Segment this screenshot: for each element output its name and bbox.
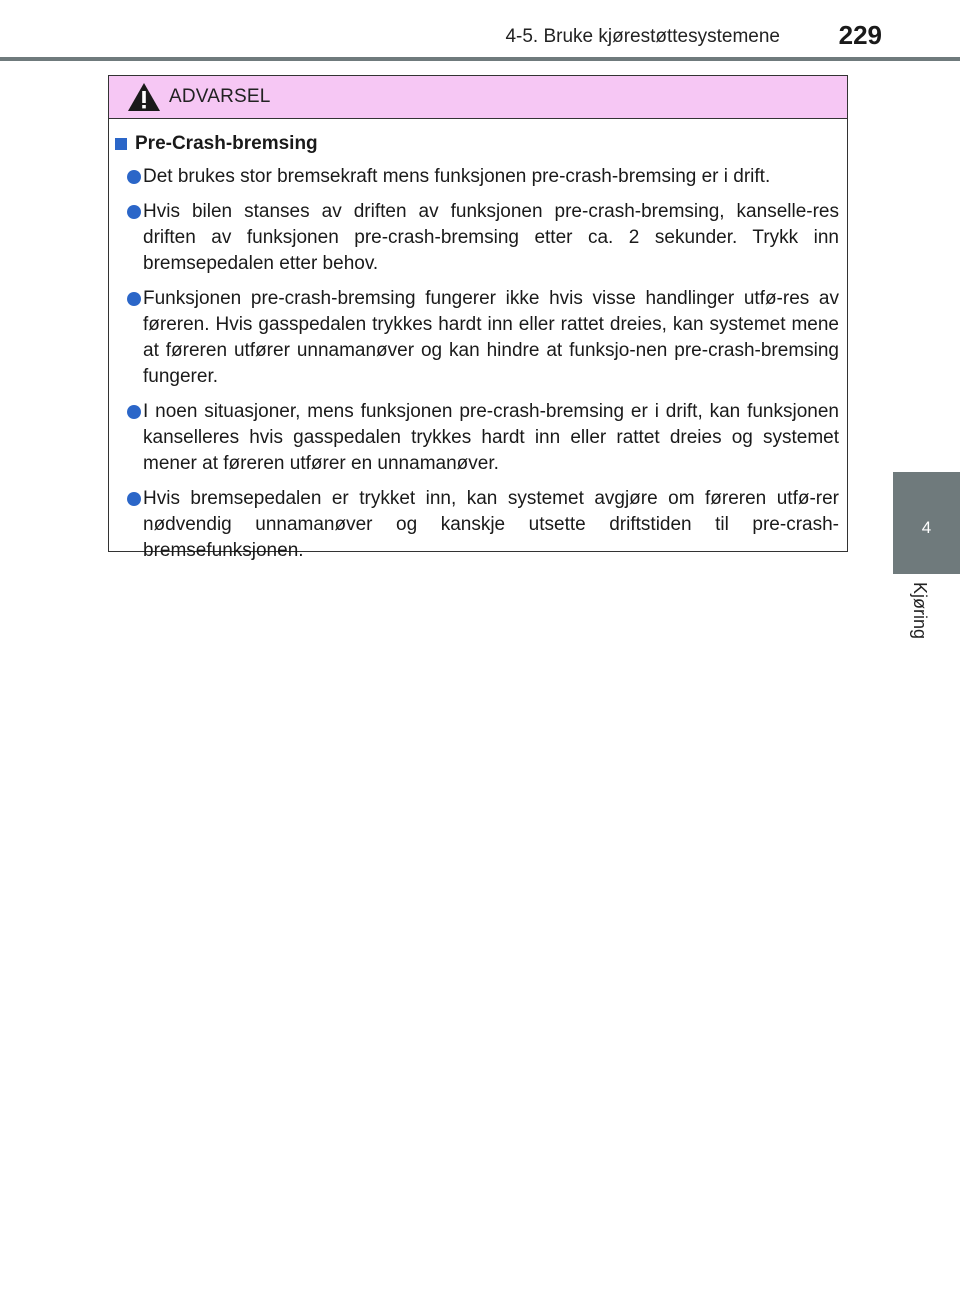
- bullet-text: Det brukes stor bremsekraft mens funksjonen pre-crash-bremsing er i drift.: [143, 166, 771, 187]
- section-title: 4-5. Bruke kjørestøttesystemene: [505, 26, 780, 47]
- header-divider: [0, 57, 960, 61]
- chapter-label: [906, 582, 946, 702]
- warning-title: ADVARSEL: [169, 86, 271, 107]
- section-heading: [115, 133, 839, 155]
- bullet-dot-icon: [127, 205, 141, 219]
- warning-header: [109, 76, 847, 119]
- square-bullet-icon: [115, 138, 127, 150]
- warning-triangle-icon: [127, 82, 161, 112]
- page-number: 229: [838, 20, 882, 50]
- bullet-item: [115, 199, 839, 277]
- bullet-dot-icon: [127, 170, 141, 184]
- bullet-item: [115, 164, 839, 190]
- bullet-dot-icon: [127, 492, 141, 506]
- warning-box: [108, 75, 848, 561]
- bullet-text: Hvis bremsepedalen er trykket inn, kan systemet avgjøre om føreren utfø-rer nødvendig unnamanøver og kanskje utsette driftstiden til pre-crash-bremsefunksjonen.: [143, 488, 839, 561]
- bullet-text: Hvis bilen stanses av driften av funksjonen pre-crash-bremsing, kanselle-res driften av funksjonen pre-crash-bremsing etter ca. 2 sekunder. Trykk inn bremsepedalen etter behov.: [143, 201, 839, 274]
- page-header: [0, 0, 960, 62]
- bullet-text: I noen situasjoner, mens funksjonen pre-crash-bremsing er i drift, kan funksjonen kanselleres hvis gasspedalen trykkes hardt inn eller rattet dreies og systemet mener at føreren utfører en unnamanøver.: [143, 401, 839, 474]
- warning-body: [109, 119, 847, 564]
- bullet-item: [115, 486, 839, 564]
- bullet-text: Funksjonen pre-crash-bremsing fungerer ikke hvis visse handlinger utfø-res av føreren. Hvis gasspedalen trykkes hardt inn eller rattet dreies, kan systemet mene at føreren utfører unnamanøver og kan hindre at funksjo-nen pre-crash-bremsing fungerer.: [143, 288, 839, 387]
- bullet-item: [115, 399, 839, 477]
- bullet-dot-icon: [127, 292, 141, 306]
- bullet-item: [115, 286, 839, 390]
- chapter-label-text: Kjøring: [910, 582, 930, 640]
- bullet-dot-icon: [127, 405, 141, 419]
- section-heading-text: Pre-Crash-bremsing: [135, 133, 318, 154]
- chapter-tab: [893, 472, 960, 574]
- chapter-number: 4: [921, 518, 932, 537]
